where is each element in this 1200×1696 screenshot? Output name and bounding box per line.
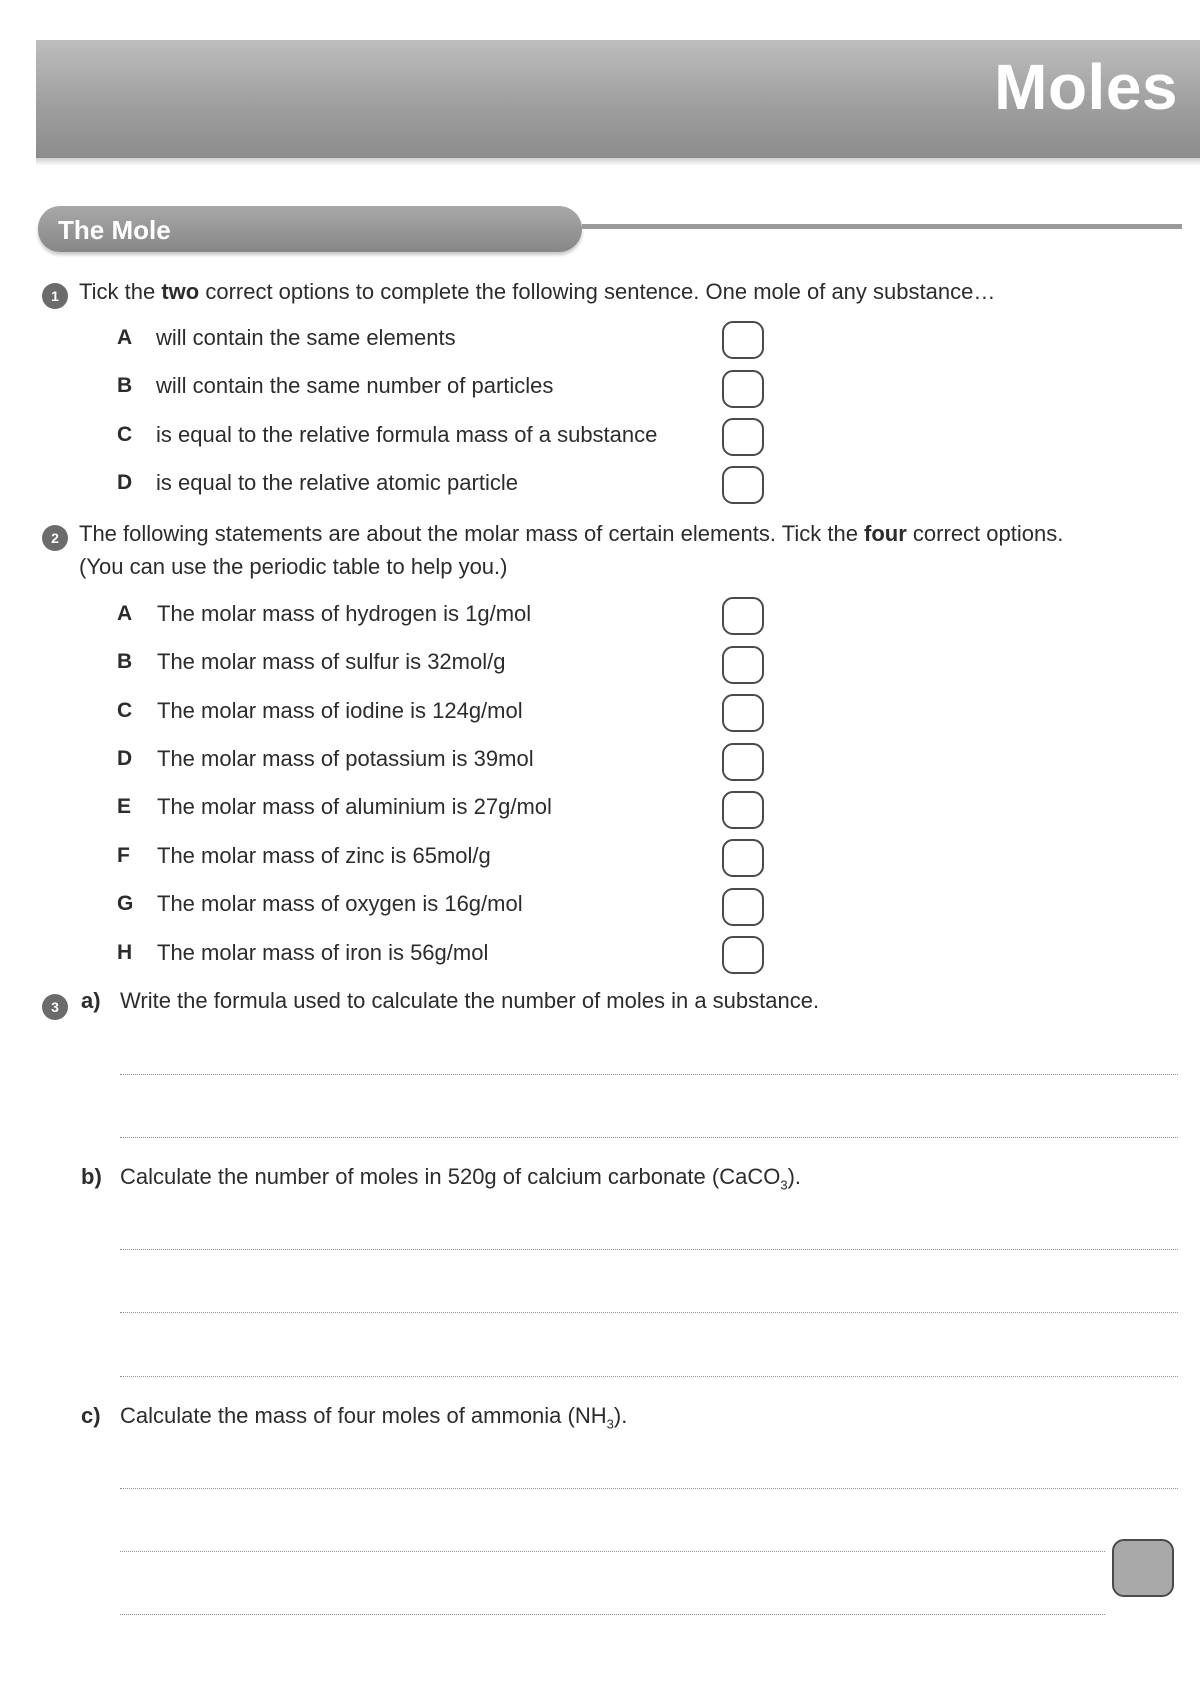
q2-option-text: The molar mass of zinc is 65mol/g [157,843,491,868]
q3-part-c-text [120,1399,627,1440]
answer-line[interactable] [120,1249,1178,1250]
q3-part-c-text-end: ). [613,1403,628,1428]
q2-option-e-checkbox[interactable] [722,791,764,829]
question-2-text-start: The following statements are about the molar mass of certain elements. Tick the [79,521,865,546]
q3-part-b-text-start: Calculate the number of moles in 520g of calcium carbonate (CaCO [120,1164,781,1189]
q2-option-text: The molar mass of iron is 56g/mol [157,940,489,965]
q2-option-h-checkbox[interactable] [722,936,764,974]
q1-option-d-checkbox[interactable] [722,466,764,504]
answer-line[interactable] [120,1312,1178,1313]
marks-box [1112,1539,1174,1597]
question-2-text-end: correct options. [906,521,1064,546]
q2-option-d-checkbox[interactable] [722,743,764,781]
q3-part-b-subscript: 3 [780,1177,788,1193]
q2-option-text: The molar mass of potassium is 39mol [157,746,534,771]
q1-option-letter: C [117,423,133,446]
q1-option-letter: D [117,471,133,494]
q2-option-b-checkbox[interactable] [722,646,764,684]
q2-option-letter: F [117,844,130,867]
q1-option-b-checkbox[interactable] [722,370,764,408]
page-title: Moles [994,51,1178,123]
q3-part-c-subscript: 3 [606,1416,614,1432]
section-heading [38,206,582,252]
q2-option-letter: B [117,650,133,673]
q3-part-b-text [120,1160,801,1201]
question-number-1: 1 [42,283,68,309]
q2-option-g-checkbox[interactable] [722,888,764,926]
q3-part-b-label: b) [81,1164,102,1189]
section-title: The Mole [58,215,171,245]
header-banner [36,40,1200,158]
q2-option-letter: H [117,941,133,964]
q1-option-a-checkbox[interactable] [722,321,764,359]
question-2-text [79,517,1063,550]
q2-option-letter: D [117,747,133,770]
header-banner-shadow [36,158,1200,166]
q2-option-letter: A [117,602,133,625]
q3-part-c-label: c) [81,1403,101,1428]
q3-part-a-label: a) [81,988,101,1013]
question-number-3: 3 [42,994,68,1020]
section-rule [582,224,1182,229]
q2-option-letter: G [117,892,134,915]
question-1-emphasis: two [161,279,200,304]
q2-option-letter: E [117,795,132,818]
answer-line[interactable] [120,1614,1105,1615]
q2-option-text: The molar mass of iodine is 124g/mol [157,698,523,723]
q2-option-letter: C [117,699,133,722]
q2-option-c-checkbox[interactable] [722,694,764,732]
q2-option-text: The molar mass of sulfur is 32mol/g [157,649,506,674]
q3-part-c-text-start: Calculate the mass of four moles of ammonia (NH [120,1403,607,1428]
answer-line[interactable] [120,1376,1178,1377]
q2-option-text: The molar mass of oxygen is 16g/mol [157,891,523,916]
q2-option-text: The molar mass of hydrogen is 1g/mol [157,601,532,626]
q1-option-text: is equal to the relative atomic particle [156,470,518,495]
q1-option-text: is equal to the relative formula mass of a substance [156,422,658,447]
question-number-2: 2 [42,525,68,551]
question-1-text [79,275,995,308]
q3-part-a-text: Write the formula used to calculate the number of moles in a substance. [120,988,820,1013]
q3-part-b-text-end: ). [787,1164,802,1189]
q1-option-text: will contain the same elements [156,325,456,350]
question-2-note: (You can use the periodic table to help you.) [79,554,508,579]
question-1-text-start: Tick the [79,279,162,304]
q2-option-f-checkbox[interactable] [722,839,764,877]
question-1-text-end: correct options to complete the following sentence. One mole of any substance… [199,279,996,304]
q2-option-a-checkbox[interactable] [722,597,764,635]
q2-option-text: The molar mass of aluminium is 27g/mol [157,794,552,819]
q1-option-text: will contain the same number of particles [156,373,554,398]
q1-option-letter: A [117,326,133,349]
q1-option-letter: B [117,374,133,397]
question-2-emphasis: four [864,521,907,546]
answer-line[interactable] [120,1551,1105,1552]
q1-option-c-checkbox[interactable] [722,418,764,456]
answer-line[interactable] [120,1488,1178,1489]
answer-line[interactable] [120,1137,1178,1138]
answer-line[interactable] [120,1074,1178,1075]
